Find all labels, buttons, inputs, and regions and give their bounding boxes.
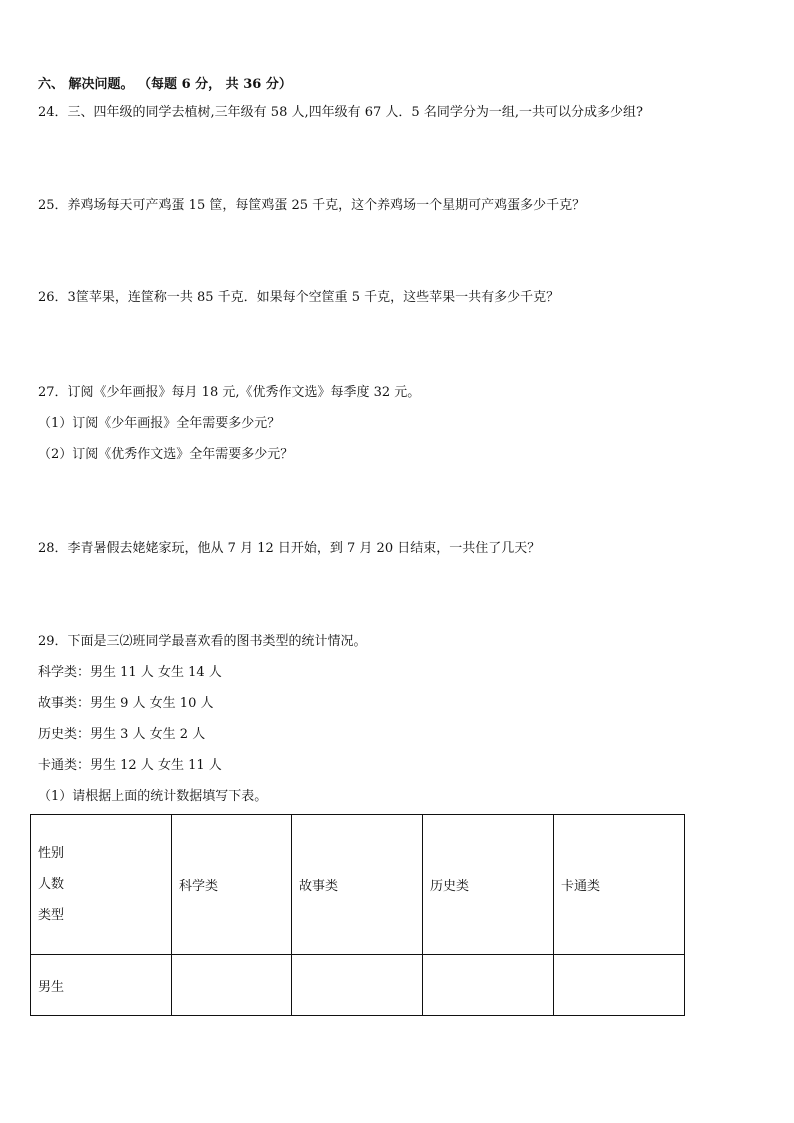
question-29-data-history: 历史类：男生 3 人 女生 2 人 [38, 727, 206, 742]
table-corner-cell [31, 815, 172, 955]
question-25: 25．养鸡场每天可产鸡蛋 15 筐，每筐鸡蛋 25 千克，这个养鸡场一个星期可产鸡蛋多少千克？ [38, 198, 586, 213]
section-title: 六、 解决问题。 （每题 6 分， 共 36 分） [38, 77, 292, 92]
question-29-data-story: 故事类：男生 9 人 女生 10 人 [38, 696, 214, 711]
table-cell-empty[interactable] [172, 955, 292, 1016]
column-header-cartoon: 卡通类 [554, 815, 685, 955]
question-27-part-1: （1）订阅《少年画报》全年需要多少元？ [38, 416, 281, 431]
question-29-data-science: 科学类：男生 11 人 女生 14 人 [38, 665, 222, 680]
table-cell-empty[interactable] [423, 955, 554, 1016]
question-29-part-1: （1）请根据上面的统计数据填写下表。 [38, 789, 268, 804]
corner-label-type: 类型 [38, 908, 65, 923]
corner-label-gender: 性别 [38, 846, 65, 861]
column-header-history: 历史类 [423, 815, 554, 955]
statistics-table [30, 814, 685, 1016]
row-label-boys: 男生 [31, 955, 172, 1016]
table-cell-empty[interactable] [292, 955, 423, 1016]
table-row-boys [31, 955, 685, 1016]
corner-label-count: 人数 [38, 877, 65, 892]
table-header-row [31, 815, 685, 955]
question-29-data-cartoon: 卡通类：男生 12 人 女生 11 人 [38, 758, 222, 773]
column-header-story: 故事类 [292, 815, 423, 955]
question-26: 26．3筐苹果，连筐称一共 85 千克．如果每个空筐重 5 千克，这些苹果一共有多少千克？ [38, 290, 560, 305]
question-28: 28．李青暑假去姥姥家玩，他从 7 月 12 日开始，到 7 月 20 日结束，一共住了几天？ [38, 541, 541, 556]
column-header-science: 科学类 [172, 815, 292, 955]
table-cell-empty[interactable] [554, 955, 685, 1016]
question-24: 24．三、四年级的同学去植树,三年级有 58 人,四年级有 67 人．5 名同学分为一组,一共可以分成多少组? [38, 105, 643, 120]
question-27: 27．订阅《少年画报》每月 18 元,《优秀作文选》每季度 32 元。 [38, 385, 421, 400]
question-29: 29．下面是三⑵班同学最喜欢看的图书类型的统计情况。 [38, 634, 367, 649]
question-27-part-2: （2）订阅《优秀作文选》全年需要多少元？ [38, 447, 294, 462]
